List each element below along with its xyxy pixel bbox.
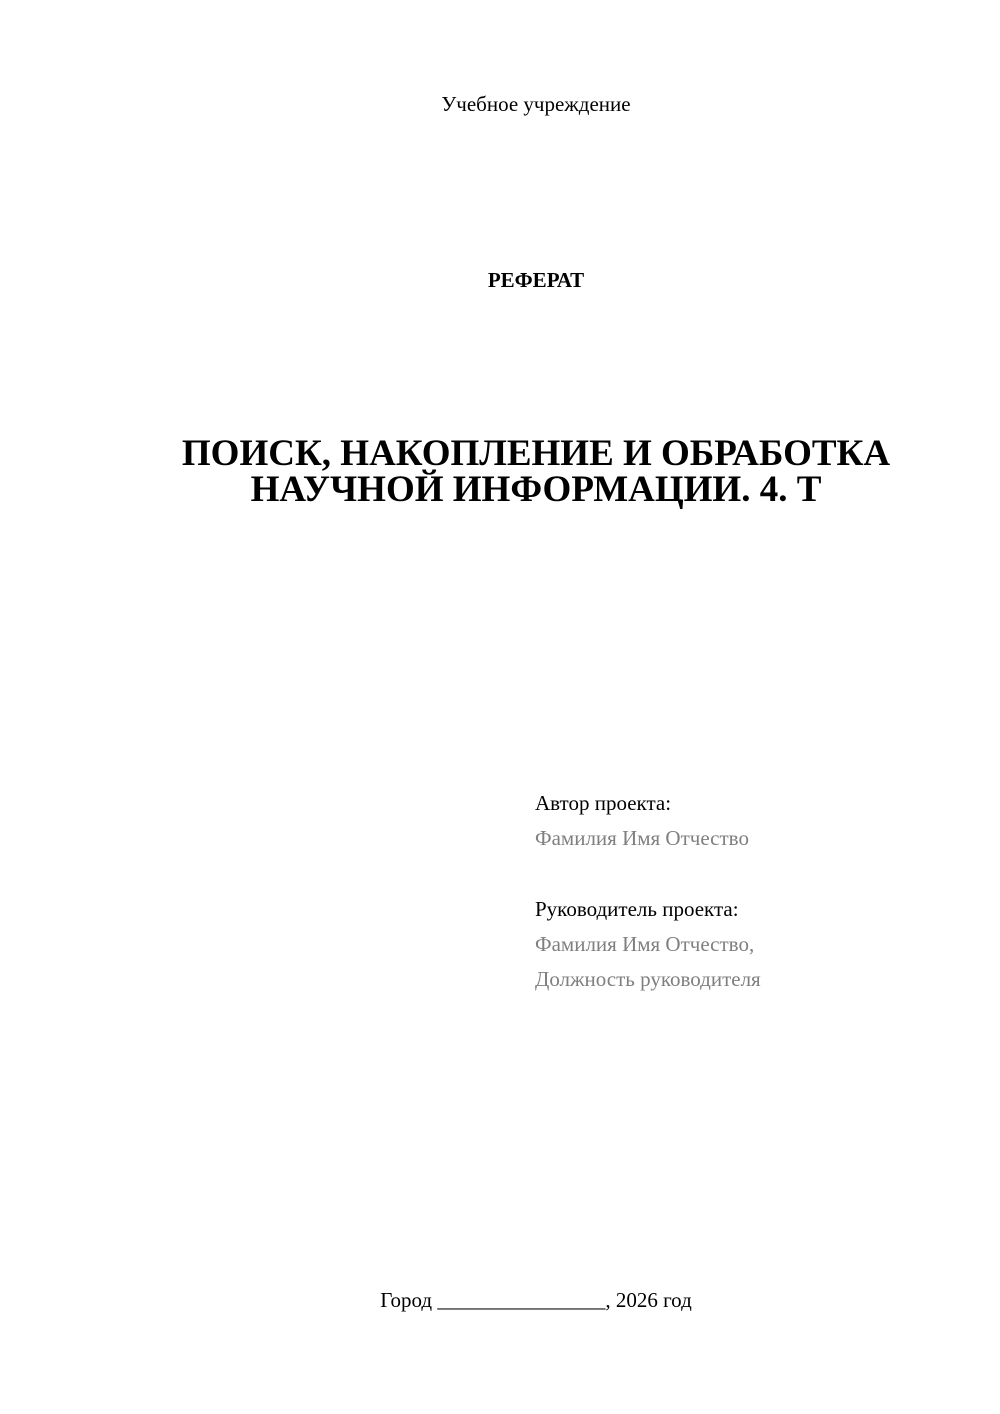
supervisor-label: Руководитель проекта:	[535, 897, 739, 921]
author-block	[535, 786, 749, 856]
title-line-2: НАУЧНОЙ ИНФОРМАЦИИ. 4. Т	[250, 469, 822, 510]
author-name: Фамилия Имя Отчество	[535, 826, 749, 850]
supervisor-position: Должность руководителя	[535, 967, 761, 991]
title-line-1: ПОИСК, НАКОПЛЕНИЕ И ОБРАБОТКА	[181, 433, 891, 474]
document-type: РЕФЕРАТ	[487, 268, 585, 292]
supervisor-block	[535, 892, 761, 997]
document-title	[0, 433, 1000, 510]
supervisor-name: Фамилия Имя Отчество,	[535, 932, 755, 956]
institution-name: Учебное учреждение	[441, 92, 631, 116]
city-year-footer: Город ________________, 2026 год	[380, 1288, 692, 1312]
author-label: Автор проекта:	[535, 791, 672, 815]
